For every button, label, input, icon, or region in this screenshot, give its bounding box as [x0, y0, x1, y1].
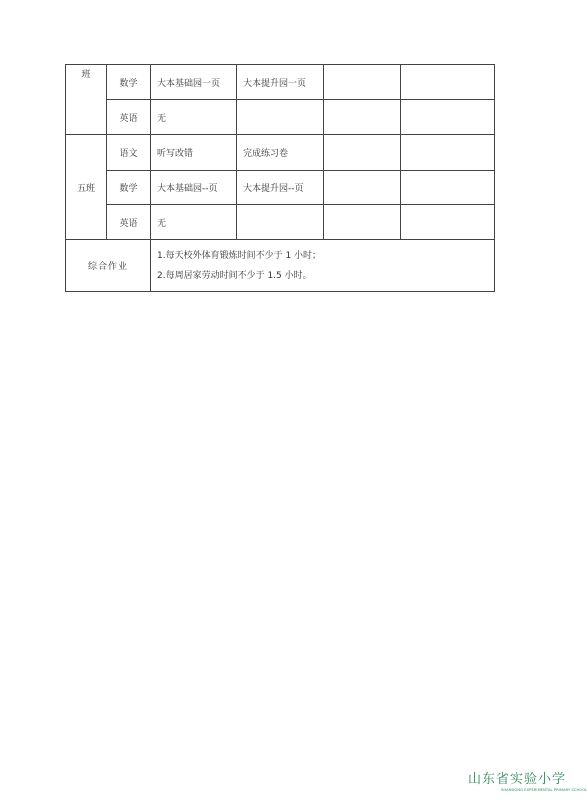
- table-row: [66, 205, 495, 240]
- task-cell: 听写改错: [151, 135, 237, 171]
- task-cell: 无: [151, 205, 237, 240]
- task-cell: [237, 100, 324, 135]
- task-cell: [401, 171, 495, 205]
- task-cell: 大本基础园--页: [151, 171, 237, 205]
- class-label-cell: 班: [66, 65, 107, 135]
- general-homework-cell: [151, 240, 495, 292]
- task-cell: [237, 205, 324, 240]
- subject-cell: 数学: [107, 171, 151, 205]
- school-logo-name: 山东省实验小学: [468, 772, 567, 787]
- homework-table: [65, 64, 495, 292]
- class-label-cell: 五班: [66, 135, 107, 240]
- task-cell: [324, 171, 401, 205]
- general-homework-line: 1.每天校外体育锻炼时间不少于 1 小时；: [157, 250, 322, 261]
- task-cell: 无: [151, 100, 237, 135]
- task-cell: 大本提升园--页: [237, 171, 324, 205]
- task-cell: [401, 100, 495, 135]
- subject-cell: 语文: [107, 135, 151, 171]
- table-row: [66, 65, 495, 100]
- task-cell: 大本提升园一页: [237, 65, 324, 100]
- subject-cell: 英语: [107, 100, 151, 135]
- task-cell: [401, 135, 495, 171]
- subject-cell: 数学: [107, 65, 151, 100]
- task-cell: [324, 205, 401, 240]
- task-cell: 大本基础园一页: [151, 65, 237, 100]
- general-homework-line: 2.每周居家劳动时间不少于 1.5 小时。: [157, 270, 312, 281]
- task-cell: 完成练习卷: [237, 135, 324, 171]
- task-cell: [324, 100, 401, 135]
- task-cell: [324, 65, 401, 100]
- school-logo: [468, 772, 587, 799]
- general-homework-label: 综合作业: [66, 240, 151, 292]
- task-cell: [401, 65, 495, 100]
- table-row: [66, 240, 495, 292]
- task-cell: [401, 205, 495, 240]
- table-row: [66, 135, 495, 171]
- school-logo-subtitle: SHANDONG EXPERIMENTAL PRIMARY SCHOOL: [501, 788, 587, 792]
- table-row: [66, 100, 495, 135]
- table-row: [66, 171, 495, 205]
- subject-cell: 英语: [107, 205, 151, 240]
- task-cell: [324, 135, 401, 171]
